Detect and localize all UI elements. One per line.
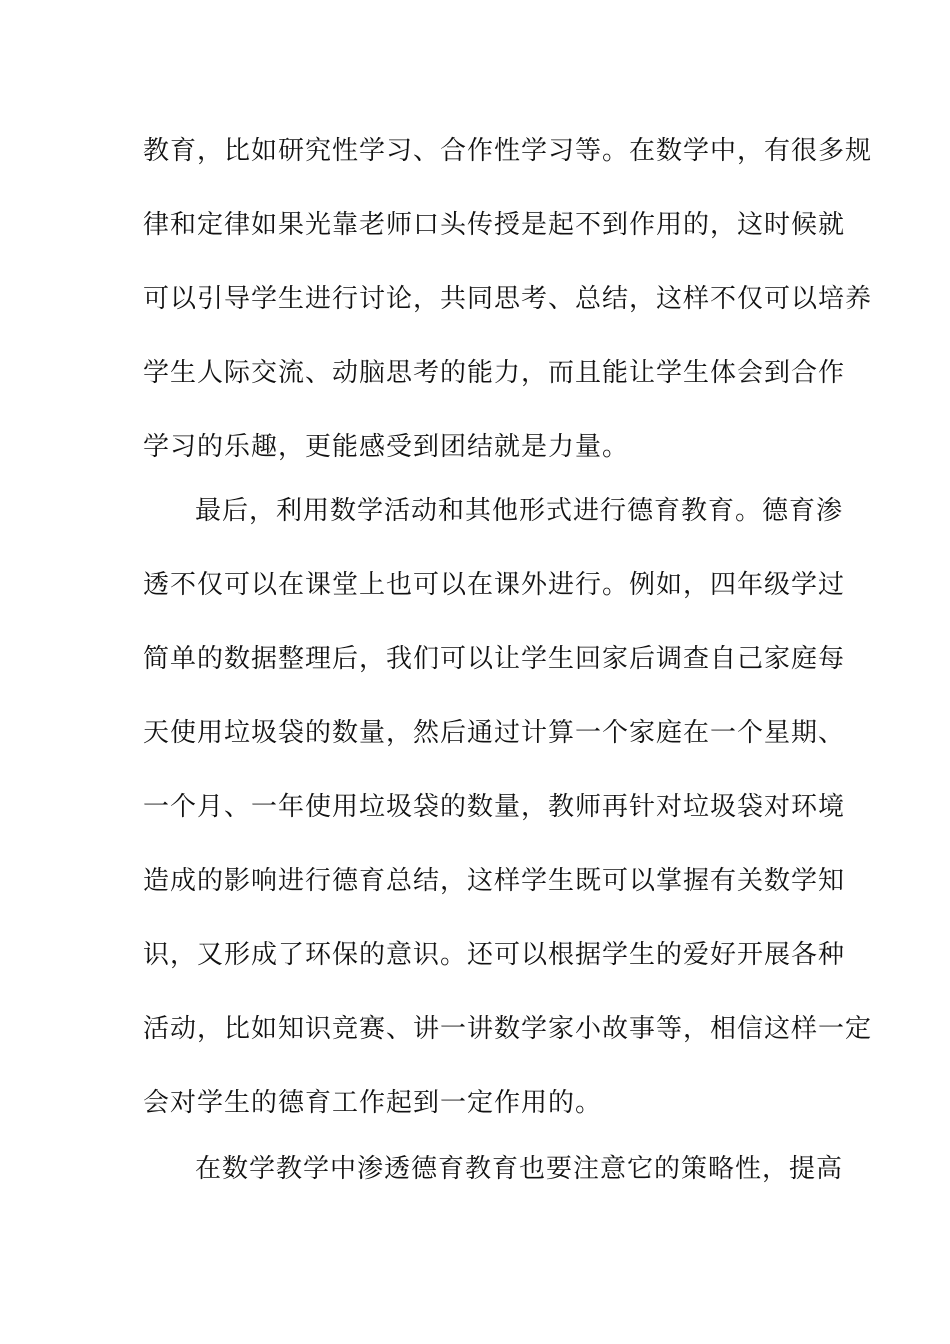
text-line: 透不仅可以在课堂上也可以在课外进行。例如，四年级学过 <box>143 570 846 600</box>
text-line: 学生人际交流、动脑思考的能力，而且能让学生体会到合作 <box>143 358 846 388</box>
text-line: 天使用垃圾袋的数量，然后通过计算一个家庭在一个星期、 <box>143 718 846 748</box>
text-line: 一个月、一年使用垃圾袋的数量，教师再针对垃圾袋对环境 <box>143 792 846 822</box>
text-line: 活动，比如知识竞赛、讲一讲数学家小故事等，相信这样一定 <box>143 1014 873 1044</box>
text-line: 学习的乐趣，更能感受到团结就是力量。 <box>143 432 630 462</box>
text-line: 造成的影响进行德育总结，这样学生既可以掌握有关数学知 <box>143 866 846 896</box>
text-line: 简单的数据整理后，我们可以让学生回家后调查自己家庭每 <box>143 644 846 674</box>
text-line: 可以引导学生进行讨论，共同思考、总结，这样不仅可以培养 <box>143 284 873 314</box>
text-line: 教育，比如研究性学习、合作性学习等。在数学中，有很多规 <box>143 136 873 166</box>
text-line: 识，又形成了环保的意识。还可以根据学生的爱好开展各种 <box>143 940 846 970</box>
text-line: 会对学生的德育工作起到一定作用的。 <box>143 1088 603 1118</box>
paragraph-start-line: 在数学教学中渗透德育教育也要注意它的策略性，提高 <box>195 1154 844 1184</box>
paragraph-start-line: 最后，利用数学活动和其他形式进行德育教育。德育渗 <box>195 496 844 526</box>
text-line: 律和定律如果光靠老师口头传授是起不到作用的，这时候就 <box>143 210 846 240</box>
